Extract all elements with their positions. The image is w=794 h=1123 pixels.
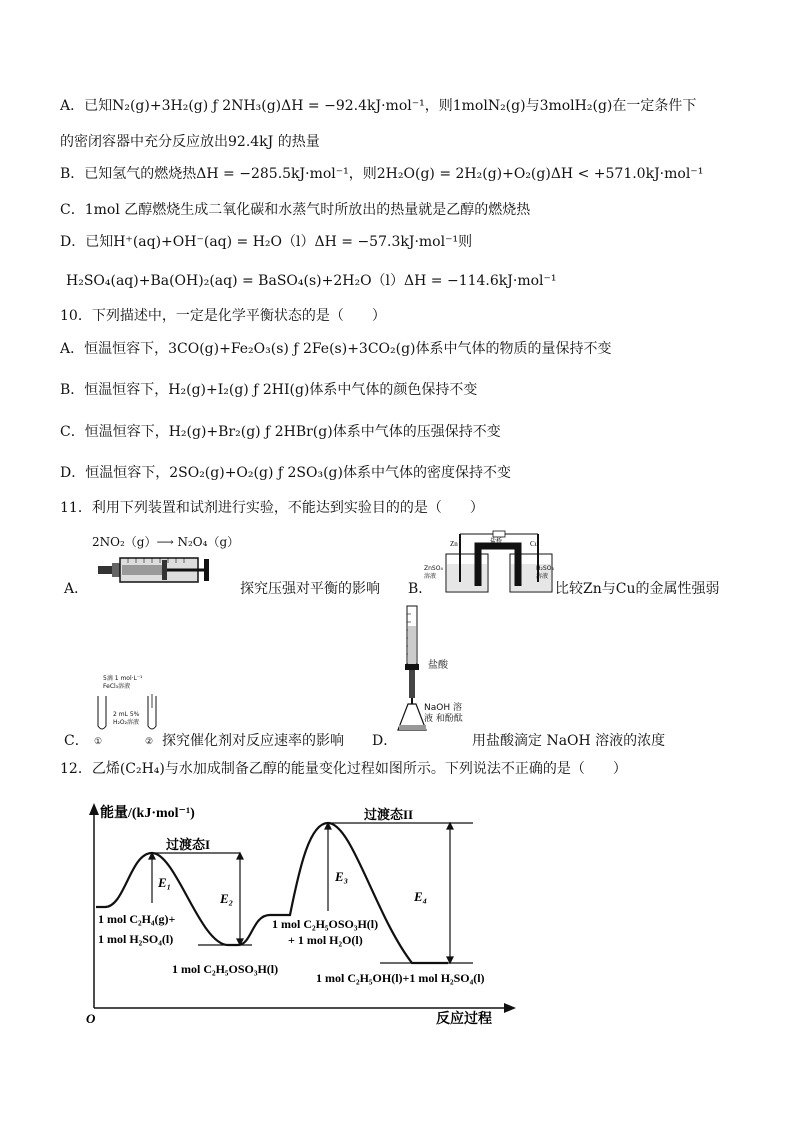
cu-label: Cu — [530, 540, 539, 548]
q10-option-d: D．恒温恒容下，2SO₂(g)+O₂(g) ƒ 2SO₃(g)体系中气体的密度保持不变 — [60, 465, 511, 481]
q11-a-text: 探究压强对平衡的影响 — [240, 581, 380, 597]
q10-option-b: B．恒温恒容下，H₂(g)+I₂(g) ƒ 2HI(g)体系中气体的颜色保持不变 — [60, 382, 478, 398]
energy-diagram — [80, 795, 520, 1030]
q9-option-d-line2: H₂SO₄(aq)+Ba(OH)₂(aq) = BaSO₄(s)+2H₂O（l）ΔH = −114.6kJ·mol⁻¹ — [66, 273, 557, 289]
origin-label: O — [86, 1011, 96, 1026]
ts2-label: 过渡态II — [364, 807, 414, 822]
naoh-label: NaOH 溶液 和酚酞 — [424, 703, 463, 724]
salt-bridge-label: 盐桥 — [490, 539, 503, 545]
hcl-label: 盐酸 — [428, 660, 448, 671]
e2-label: E₂ — [220, 891, 234, 906]
ts1-label: 过渡态I — [166, 837, 211, 852]
q9-option-d-line1: D．已知H⁺(aq)+OH⁻(aq) = H₂O（l）ΔH = −57.3kJ·mol⁻¹则 — [60, 234, 473, 250]
q11-c-letter: C． — [64, 733, 89, 749]
e4-label: E₄ — [414, 889, 428, 904]
state3-label-line2: + 1 mol H₂O(l) — [288, 933, 363, 947]
e2-arrow-head-top — [237, 853, 243, 859]
state2-label: 1 mol C₂H₅OSO₃H(l) — [172, 962, 279, 976]
zn-label: Zn — [450, 540, 458, 548]
tube1-label: ① — [94, 737, 103, 747]
h2so4-label: H₂SO₄ 溶液 — [536, 565, 554, 580]
q11-d-letter: D． — [372, 733, 398, 749]
h2o2-label: 2 mL 5% H₂O₂溶液 — [113, 711, 140, 726]
syringe-figure — [96, 553, 220, 587]
state3-label-line1: 1 mol C₂H₅OSO₃H(l) — [272, 917, 379, 931]
q11-a-letter: A． — [64, 581, 89, 597]
q10-option-c: C．恒温恒容下，H₂(g)+Br₂(g) ƒ 2HBr(g)体系中气体的压强保持不变 — [60, 424, 501, 440]
q11-b-letter: B． — [408, 581, 433, 597]
fecl3-label: 5滴 1 mol·L⁻¹ FeCl₃溶液 — [103, 675, 143, 690]
q11-d-text: 用盐酸滴定 NaOH 溶液的浓度 — [472, 733, 666, 749]
test-tubes-figure — [94, 694, 160, 738]
state4-label: 1 mol C₂H₅OH(l)+1 mol H₂SO₄(l) — [316, 971, 485, 985]
e4-arrow-head-top — [447, 823, 453, 829]
e3-label: E₃ — [335, 869, 349, 884]
state1-label-line1: 1 mol C₂H₄(g)+ — [98, 912, 176, 926]
q9-option-b: B．已知氢气的燃烧热ΔH = −285.5kJ·mol⁻¹，则2H₂O(g) = 2H₂(g)+O₂(g)ΔH < +571.0kJ·mol⁻¹ — [60, 166, 704, 182]
tube2-label: ② — [145, 737, 154, 747]
q10-option-a: A．恒温恒容下，3CO(g)+Fe₂O₃(s) ƒ 2Fe(s)+3CO₂(g)体系中气体的物质的量保持不变 — [60, 341, 612, 357]
q11-c-text: 探究催化剂对反应速率的影响 — [162, 733, 344, 749]
q10-stem: 10．下列描述中，一定是化学平衡状态的是（ ） — [60, 308, 386, 324]
znso4-label: ZnSO₄ 溶液 — [424, 565, 443, 580]
q11-a-equation: 2NO₂（g）⟶ N₂O₄（g） — [92, 535, 240, 549]
q11-b-text: 比较Zn与Cu的金属性强弱 — [555, 581, 720, 597]
y-axis-label: 能量/(kJ·mol⁻¹) — [100, 806, 195, 821]
q9-option-a-line2: 的密闭容器中充分反应放出92.4kJ 的热量 — [60, 134, 320, 150]
state1-label-line2: 1 mol H₂SO₄(l) — [98, 932, 174, 946]
x-axis-label: 反应过程 — [436, 1012, 492, 1027]
q12-stem: 12．乙烯(C₂H₄)与水加成制备乙醇的能量变化过程如图所示。下列说法不正确的是（ ） — [60, 761, 627, 777]
e1-label: E₁ — [158, 875, 172, 890]
x-axis-arrow — [504, 1003, 516, 1013]
galvanic-cell-figure — [438, 530, 560, 596]
q9-option-a-line1: A．已知N₂(g)+3H₂(g) ƒ 2NH₃(g)ΔH = −92.4kJ·mol⁻¹，则1molN₂(g)与3molH₂(g)在一定条件下 — [60, 98, 697, 114]
y-axis-arrow — [89, 803, 99, 815]
q11-stem: 11．利用下列装置和试剂进行实验，不能达到实验目的的是（ ） — [60, 500, 484, 516]
q9-option-c: C．1mol 乙醇燃烧生成二氧化碳和水蒸气时所放出的热量就是乙醇的燃烧热 — [60, 202, 531, 218]
